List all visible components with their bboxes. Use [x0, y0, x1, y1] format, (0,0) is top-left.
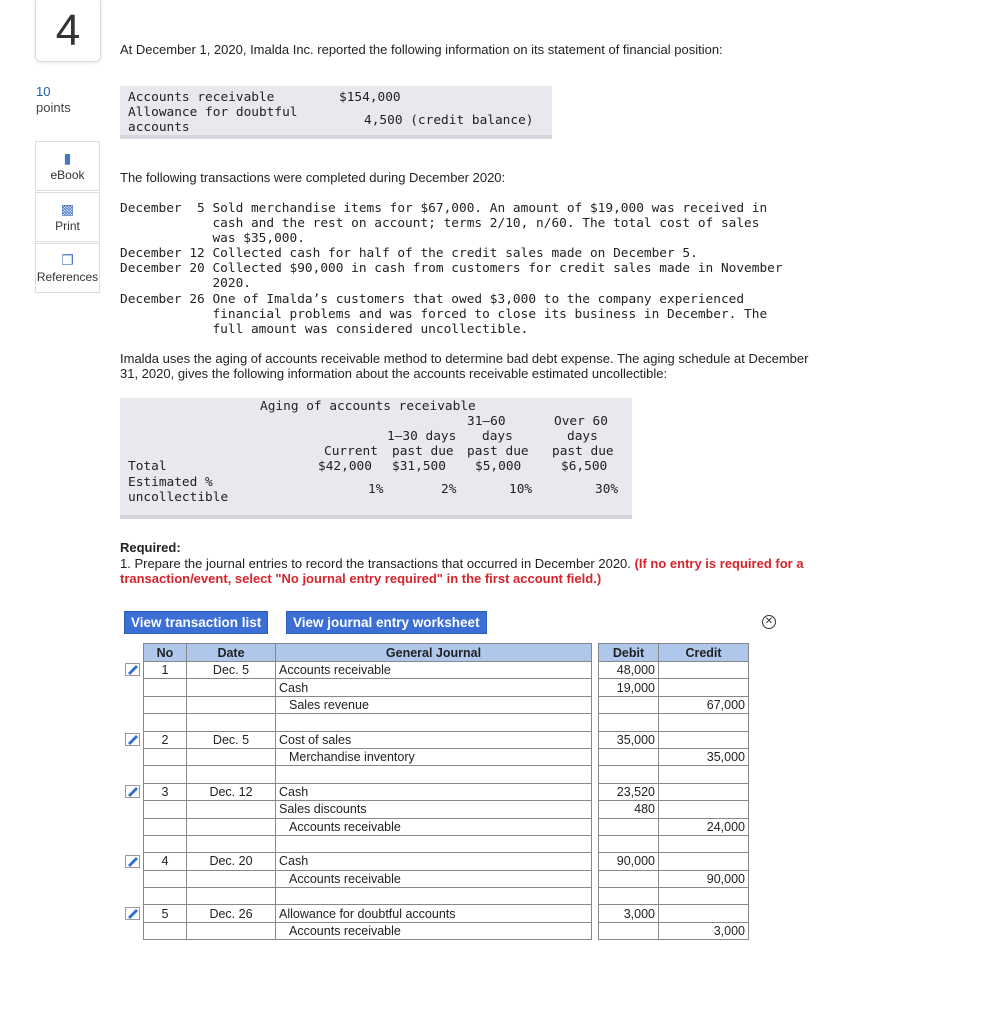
estimated-label-1: Estimated %: [128, 475, 213, 490]
account-field[interactable]: Accounts receivable: [276, 662, 592, 679]
debit-field[interactable]: 480: [599, 801, 659, 818]
debit-field[interactable]: 48,000: [599, 662, 659, 679]
est-31-60: 10%: [509, 482, 533, 497]
account-field[interactable]: Accounts receivable: [276, 922, 592, 939]
total-1-30: $31,500: [392, 459, 446, 474]
entry-no: 3: [144, 783, 187, 800]
entry-no: 5: [144, 905, 187, 922]
debit-field[interactable]: 19,000: [599, 679, 659, 696]
col-31-60-line1: 31–60: [467, 414, 506, 429]
debit-field[interactable]: 3,000: [599, 905, 659, 922]
ebook-label: eBook: [50, 168, 85, 182]
debit-field[interactable]: 35,000: [599, 731, 659, 748]
debit-field[interactable]: [599, 818, 659, 835]
transaction-line: cash and the rest on account; terms 2/10, n/60. The total cost of sales: [120, 216, 760, 231]
question-intro: At December 1, 2020, Imalda Inc. reported the following information on its statement of financial position:: [120, 42, 723, 57]
debit-field[interactable]: [599, 922, 659, 939]
table-row: [144, 801, 749, 818]
col-over-line2: days: [567, 429, 598, 444]
transaction-line: December 5 Sold merchandise items for $67,000. An amount of $19,000 was received in: [120, 201, 768, 216]
credit-field[interactable]: 67,000: [659, 696, 749, 713]
entry-no: 4: [144, 853, 187, 870]
credit-field[interactable]: [659, 731, 749, 748]
aging-title: Aging of accounts receivable: [260, 399, 476, 414]
account-field[interactable]: Sales discounts: [276, 801, 592, 818]
debit-field[interactable]: [599, 748, 659, 765]
credit-field[interactable]: [659, 905, 749, 922]
est-current: 1%: [368, 482, 384, 497]
edit-icon[interactable]: [125, 663, 140, 676]
table-row: [144, 714, 749, 731]
edit-icon[interactable]: [125, 907, 140, 920]
transaction-line: full amount was considered uncollectible.: [120, 322, 529, 337]
transaction-line: December 26 One of Imalda’s customers that owed $3,000 to the company experienced: [120, 292, 745, 307]
credit-field[interactable]: 24,000: [659, 818, 749, 835]
credit-field[interactable]: [659, 679, 749, 696]
table-row: [144, 853, 749, 870]
est-1-30: 2%: [441, 482, 457, 497]
transaction-line: December 12 Collected cash for half of the credit sales made on December 5.: [120, 246, 698, 261]
entry-date: Dec. 12: [187, 783, 276, 800]
table-row: [144, 835, 749, 852]
account-field[interactable]: Cash: [276, 783, 592, 800]
aging-intro: Imalda uses the aging of accounts receivable method to determine bad debt expense. The aging schedule at December 31, 2020, gives the following information about the accounts receivable estimated uncollectible:: [120, 351, 809, 381]
required-note: (If no entry is required for a transaction/event, select "No journal entry required" in the first account field.): [120, 555, 804, 586]
credit-field[interactable]: [659, 801, 749, 818]
printer-icon: ▩: [60, 201, 75, 217]
table-row: [144, 696, 749, 713]
table-row: [144, 679, 749, 696]
estimated-label-2: uncollectible: [128, 490, 229, 505]
table-row: [144, 748, 749, 765]
general-journal-table: [143, 643, 749, 940]
required-heading: Required:: [120, 540, 181, 555]
account-field[interactable]: Cash: [276, 853, 592, 870]
view-transaction-list-button[interactable]: View transaction list: [124, 611, 268, 634]
book-icon: ▮: [63, 150, 72, 166]
debit-field[interactable]: [599, 870, 659, 887]
references-button[interactable]: [35, 243, 100, 293]
transaction-line: was $35,000.: [120, 231, 305, 246]
table-row: [144, 905, 749, 922]
credit-field[interactable]: 35,000: [659, 748, 749, 765]
table-row: [144, 766, 749, 783]
question-number: 4: [35, 0, 101, 62]
points-value: 10: [36, 84, 51, 99]
header-no: No: [144, 644, 187, 662]
edit-icon[interactable]: [125, 855, 140, 868]
table-row: [144, 818, 749, 835]
entry-date: Dec. 26: [187, 905, 276, 922]
total-current: $42,000: [318, 459, 372, 474]
total-31-60: $5,000: [475, 459, 522, 474]
ar-value: $154,000: [339, 90, 401, 105]
required-section: [120, 540, 860, 587]
col-1-30-line2: past due: [392, 444, 454, 459]
credit-field[interactable]: [659, 783, 749, 800]
credit-field[interactable]: [659, 662, 749, 679]
credit-field[interactable]: 3,000: [659, 922, 749, 939]
transactions-intro: The following transactions were completed during December 2020:: [120, 170, 506, 185]
view-journal-worksheet-button[interactable]: View journal entry worksheet: [286, 611, 487, 634]
account-field[interactable]: Merchandise inventory: [276, 748, 592, 765]
journal-header-row: [144, 644, 749, 662]
entry-no: 1: [144, 662, 187, 679]
account-field[interactable]: Cash: [276, 679, 592, 696]
col-1-30-line1: 1–30 days: [387, 429, 457, 444]
header-debit: Debit: [599, 644, 659, 662]
table-row: [144, 783, 749, 800]
copy-icon: ❐: [61, 252, 74, 268]
entry-no: 2: [144, 731, 187, 748]
points-label: points: [36, 100, 71, 115]
header-general-journal: General Journal: [276, 644, 592, 662]
entry-date: Dec. 5: [187, 662, 276, 679]
table-row: [144, 870, 749, 887]
credit-field[interactable]: 90,000: [659, 870, 749, 887]
account-field[interactable]: Cost of sales: [276, 731, 592, 748]
allowance-label-1: Allowance for doubtful: [128, 105, 298, 120]
print-label: Print: [55, 219, 80, 233]
edit-icon[interactable]: [125, 785, 140, 798]
total-label: Total: [128, 459, 167, 474]
header-credit: Credit: [659, 644, 749, 662]
allowance-label-2: accounts: [128, 120, 190, 135]
account-field[interactable]: Accounts receivable: [276, 818, 592, 835]
col-31-60-line2: days: [482, 429, 513, 444]
table-row: [144, 922, 749, 939]
total-over-60: $6,500: [561, 459, 608, 474]
debit-field[interactable]: [599, 696, 659, 713]
entry-date: Dec. 20: [187, 853, 276, 870]
points-block: [36, 84, 71, 116]
allowance-value: 4,500 (credit balance): [364, 113, 534, 128]
col-current: Current: [324, 444, 378, 459]
account-field[interactable]: Sales revenue: [276, 696, 592, 713]
debit-field[interactable]: 23,520: [599, 783, 659, 800]
est-over-60: 30%: [595, 482, 619, 497]
ar-label: Accounts receivable: [128, 90, 275, 105]
close-icon[interactable]: ✕: [762, 615, 776, 629]
edit-icon[interactable]: [125, 733, 140, 746]
print-button[interactable]: [35, 192, 100, 242]
table-row: [144, 662, 749, 679]
credit-field[interactable]: [659, 853, 749, 870]
required-text: 1. Prepare the journal entries to record the transactions that occurred in December 2020.: [120, 555, 631, 571]
ebook-button[interactable]: [35, 141, 100, 191]
col-over-line3: past due: [552, 444, 614, 459]
header-date: Date: [187, 644, 276, 662]
entry-date: Dec. 5: [187, 731, 276, 748]
table-row: [144, 888, 749, 905]
account-field[interactable]: Allowance for doubtful accounts: [276, 905, 592, 922]
col-over-line1: Over 60: [554, 414, 608, 429]
col-31-60-line3: past due: [467, 444, 529, 459]
transaction-line: December 20 Collected $90,000 in cash from customers for credit sales made in November: [120, 261, 783, 276]
debit-field[interactable]: 90,000: [599, 853, 659, 870]
references-label: References: [36, 270, 99, 284]
transaction-line: financial problems and was forced to close its business in December. The: [120, 307, 768, 322]
table-row: [144, 731, 749, 748]
account-field[interactable]: Accounts receivable: [276, 870, 592, 887]
transaction-line: 2020.: [120, 276, 251, 291]
